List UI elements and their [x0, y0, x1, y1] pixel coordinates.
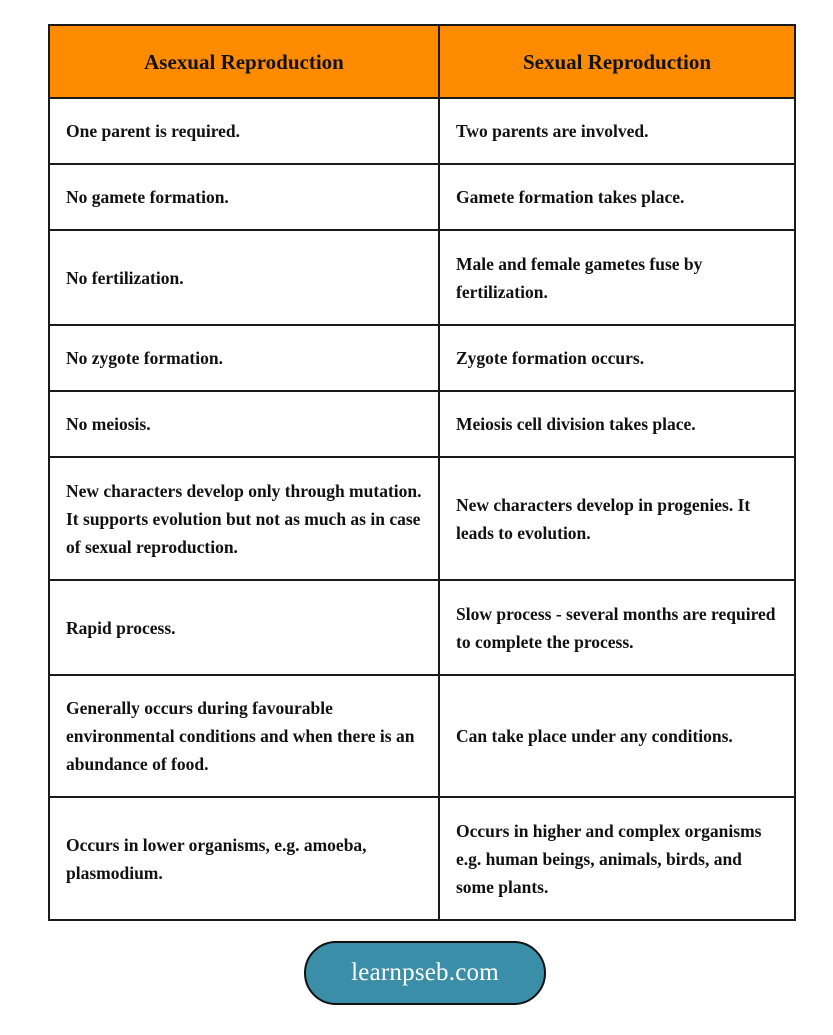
table-row	[49, 391, 795, 457]
asexual-cell: Rapid process.	[49, 580, 439, 675]
table-row	[49, 675, 795, 797]
sexual-cell: Slow process - several months are required to complete the process.	[439, 580, 795, 675]
sexual-cell: Can take place under any conditions.	[439, 675, 795, 797]
table-row	[49, 580, 795, 675]
table-row	[49, 98, 795, 164]
sexual-cell: Male and female gametes fuse by fertilization.	[439, 230, 795, 325]
table-header-row	[49, 25, 795, 98]
asexual-cell: No meiosis.	[49, 391, 439, 457]
comparison-table	[48, 24, 796, 921]
header-sexual: Sexual Reproduction	[439, 25, 795, 98]
asexual-cell: No zygote formation.	[49, 325, 439, 391]
table-row	[49, 164, 795, 230]
watermark-logo	[304, 941, 546, 1005]
asexual-cell: One parent is required.	[49, 98, 439, 164]
sexual-cell: New characters develop in progenies. It leads to evolution.	[439, 457, 795, 580]
table-row	[49, 230, 795, 325]
asexual-cell: Occurs in lower organisms, e.g. amoeba, plasmodium.	[49, 797, 439, 920]
sexual-cell: Zygote formation occurs.	[439, 325, 795, 391]
sexual-cell: Gamete formation takes place.	[439, 164, 795, 230]
table-row	[49, 457, 795, 580]
table-row	[49, 797, 795, 920]
sexual-cell: Meiosis cell division takes place.	[439, 391, 795, 457]
header-asexual: Asexual Reproduction	[49, 25, 439, 98]
asexual-cell: No fertilization.	[49, 230, 439, 325]
asexual-cell: Generally occurs during favourable environmental conditions and when there is an abundance of food.	[49, 675, 439, 797]
asexual-cell: New characters develop only through mutation. It supports evolution but not as much as in case of sexual reproduction.	[49, 457, 439, 580]
watermark-text: learnpseb.com	[351, 959, 499, 986]
table-row	[49, 325, 795, 391]
asexual-cell: No gamete formation.	[49, 164, 439, 230]
sexual-cell: Two parents are involved.	[439, 98, 795, 164]
sexual-cell: Occurs in higher and complex organisms e.g. human beings, animals, birds, and some plants.	[439, 797, 795, 920]
